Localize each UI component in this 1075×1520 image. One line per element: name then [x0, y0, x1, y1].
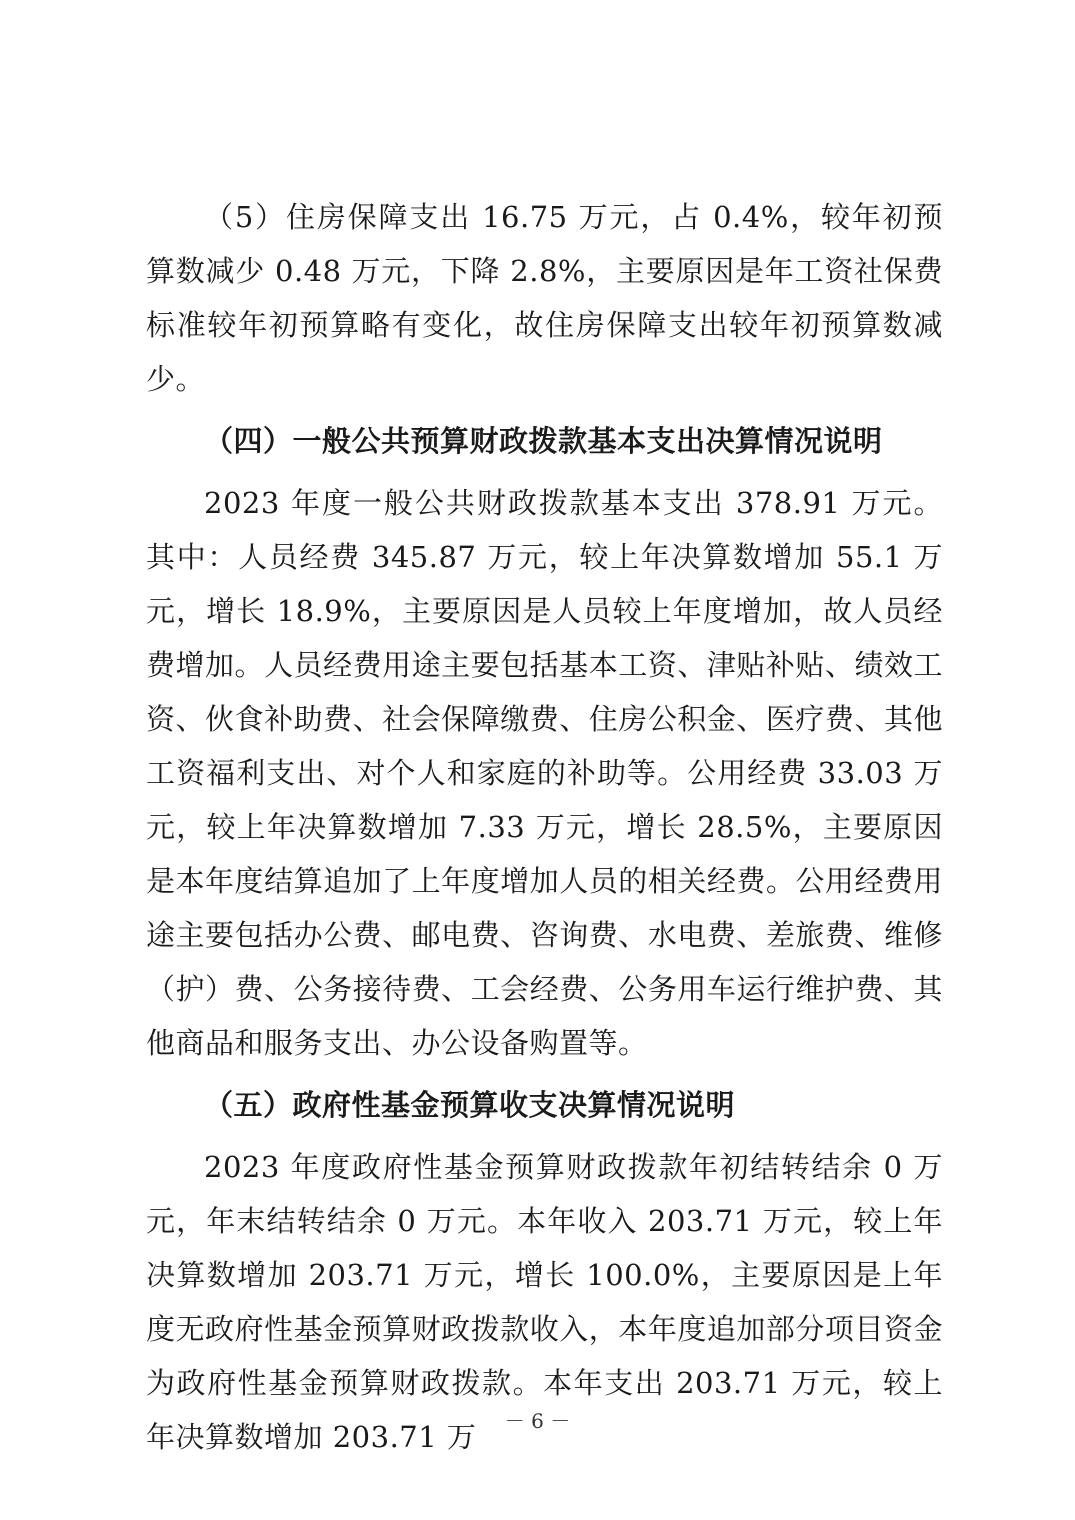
- spacer: [146, 1070, 943, 1078]
- section-heading-basic-expenditure: （四）一般公共预算财政拨款基本支出决算情况说明: [204, 424, 883, 458]
- document-body: [146, 190, 943, 1464]
- page-number: － 6 －: [504, 1409, 571, 1433]
- paragraph-basic-expenditure: 2023 年度一般公共财政拨款基本支出 378.91 万元。其中：人员经费 345.87 万元，较上年决算数增加 55.1 万元，增长 18.9%，主要原因是人员较上年度增加，故人员经费增加。人员经费用途主要包括基本工资、津贴补贴、绩效工资、伙食补助费、社会保障缴费、住房公积金、医疗费、其他工资福利支出、对个人和家庭的补助等。公用经费 33.03 万元，较上年决算数增加 7.33 万元，增长 28.5%，主要原因是本年度结算追加了上年度增加人员的相关经费。公用经费用途主要包括办公费、邮电费、咨询费、水电费、差旅费、维修（护）费、公务接待费、工会经费、公务用车运行维护费、其他商品和服务支出、办公设备购置等。: [146, 486, 943, 1060]
- spacer: [146, 468, 943, 476]
- paragraph-housing-expenditure: （5）住房保障支出 16.75 万元，占 0.4%，较年初预算数减少 0.48 万元，下降 2.8%，主要原因是年工资社保费标准较年初预算略有变化，故住房保障支出较年初预算数减少。: [146, 200, 943, 396]
- paragraph-government-fund: 2023 年度政府性基金预算财政拨款年初结转结余 0 万元，年末结转结余 0 万元。本年收入 203.71 万元，较上年决算数增加 203.71 万元，增长 100.0%，主要原因是上年度无政府性基金预算财政拨款收入，本年度追加部分项目资金为政府性基金预算财政拨款。本年支出 203.71 万元，较上年决算数增加 203.71 万: [146, 1150, 943, 1454]
- spacer: [146, 1132, 943, 1140]
- section-heading-government-fund: （五）政府性基金预算收支决算情况说明: [204, 1088, 736, 1122]
- spacer: [146, 406, 943, 414]
